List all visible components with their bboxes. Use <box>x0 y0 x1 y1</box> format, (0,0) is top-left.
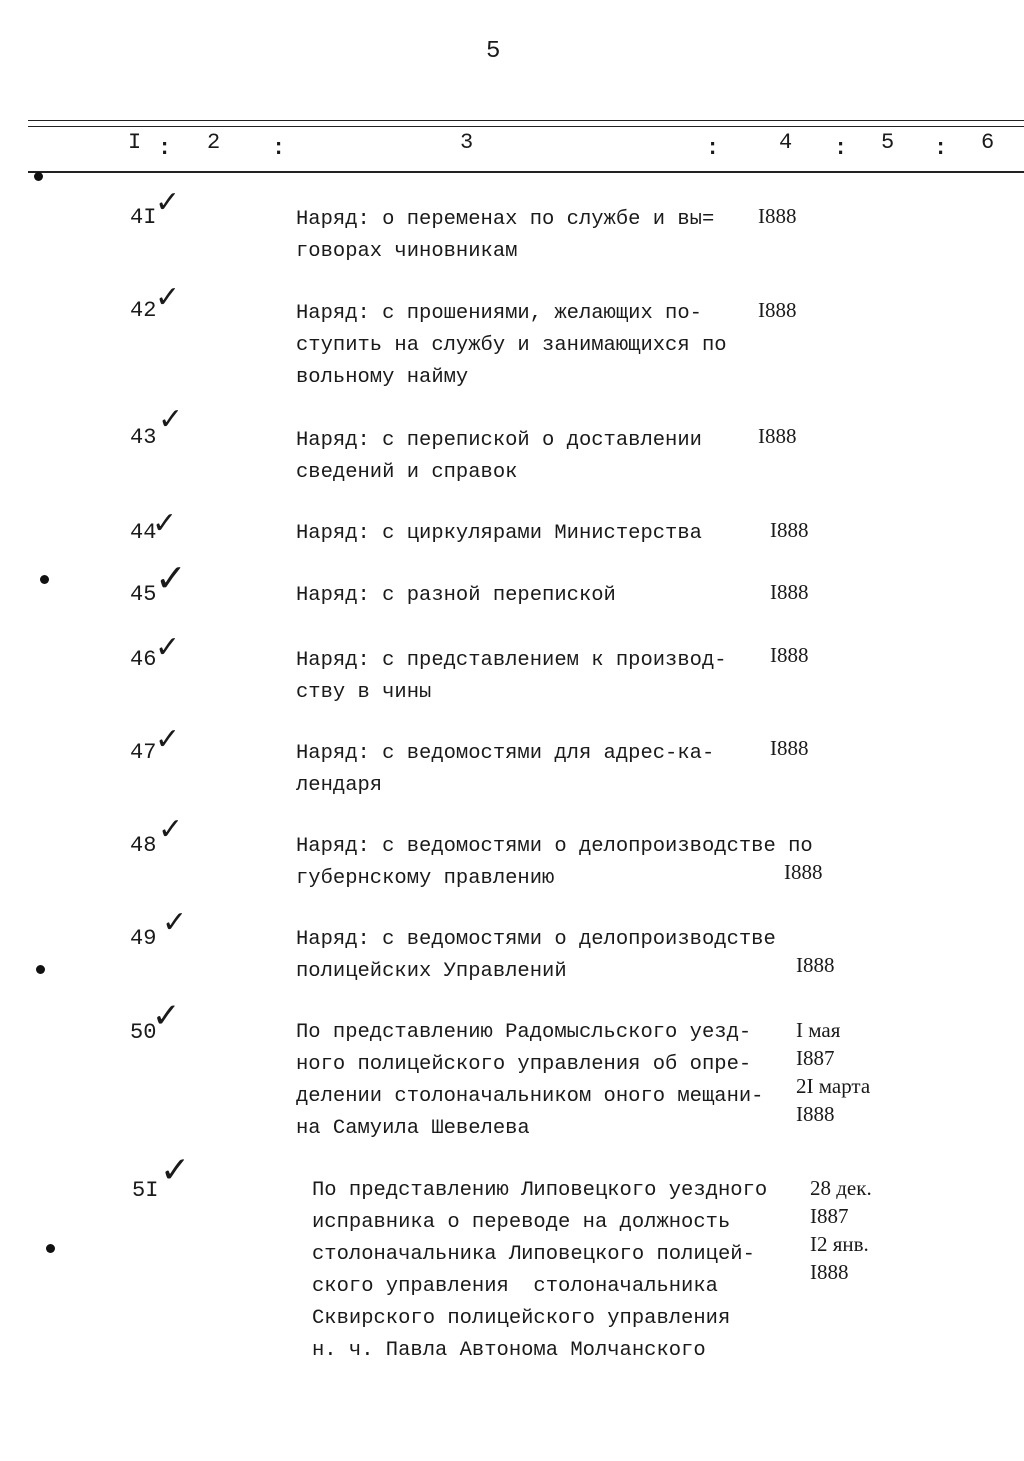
header-rule-bottom <box>28 171 1024 173</box>
header-rule-top-inner <box>28 126 1024 127</box>
entry-date: I888 <box>770 643 809 667</box>
punch-hole-mark <box>46 1244 55 1253</box>
entry-date: I888 <box>784 860 823 884</box>
checkmark-icon: ✓ <box>155 280 181 315</box>
entry-description: Наряд: с циркулярами Министерства <box>296 522 702 545</box>
column-header-1: I <box>128 130 142 155</box>
checkmark-icon: ✓ <box>162 905 188 940</box>
column-separator: : <box>158 136 172 161</box>
column-separator: : <box>934 136 948 161</box>
checkmark-icon: ✓ <box>155 630 181 665</box>
entry-date: I888 <box>758 298 797 322</box>
entry-date: I888 <box>796 953 835 977</box>
entry-description: Наряд: с разной перепиской <box>296 584 616 607</box>
column-header-6: 6 <box>981 130 995 155</box>
entry-date: I мая I887 2I марта I888 <box>796 1018 871 1126</box>
entry-number: 43 <box>130 425 157 450</box>
entry-number: 46 <box>130 647 157 672</box>
checkmark-icon: ✓ <box>155 556 187 600</box>
column-header-5: 5 <box>881 130 895 155</box>
punch-hole-mark <box>40 575 49 584</box>
entry-number: 45 <box>130 582 157 607</box>
entry-description: По представлению Липовецкого уездного исправника о переводе на должность столоначальника Липовецкого полицей- ского управления столоначальника Сквирского полицейского управления н. ч. Павла Автонома Молчанского <box>312 1179 768 1362</box>
entry-number: 48 <box>130 833 157 858</box>
entry-date: I888 <box>770 518 809 542</box>
entry-date: 28 дек. I887 I2 янв. I888 <box>810 1176 872 1284</box>
checkmark-icon: ✓ <box>155 185 181 220</box>
entry-number: 4I <box>130 205 157 230</box>
checkmark-icon: ✓ <box>155 722 181 757</box>
entry-description: Наряд: с прошениями, желающих по- ступить на службу и занимающихся по вольному найму <box>296 302 727 389</box>
entry-date: I888 <box>758 424 797 448</box>
column-header-3: 3 <box>460 130 474 155</box>
entry-number: 50 <box>130 1020 157 1045</box>
entry-date: I888 <box>758 204 797 228</box>
checkmark-icon: ✓ <box>152 996 181 1036</box>
entry-description: Наряд: с ведомостями для адрес-ка- лендаря <box>296 742 715 797</box>
entry-description: Наряд: о переменах по службе и вы= говорах чиновникам <box>296 208 715 263</box>
column-header-2: 2 <box>207 130 221 155</box>
entry-number: 49 <box>130 926 157 951</box>
entry-description: Наряд: с ведомостями о делопроизводстве полицейских Управлений <box>296 928 776 983</box>
punch-hole-mark <box>34 172 43 181</box>
entry-number: 47 <box>130 740 157 765</box>
punch-hole-mark <box>36 965 45 974</box>
entry-number: 5I <box>132 1178 159 1203</box>
column-separator: : <box>834 136 848 161</box>
checkmark-icon: ✓ <box>158 812 184 847</box>
entry-number: 42 <box>130 298 157 323</box>
entry-description: Наряд: с представлением к производ- ству в чины <box>296 649 727 704</box>
column-separator: : <box>272 136 286 161</box>
entry-description: Наряд: с перепиской о доставлении сведений и справок <box>296 429 702 484</box>
column-header-4: 4 <box>779 130 793 155</box>
header-rule-top <box>28 120 1024 121</box>
entry-date: I888 <box>770 580 809 604</box>
column-separator: : <box>706 136 720 161</box>
checkmark-icon: ✓ <box>152 506 178 541</box>
entry-description: По представлению Радомысльского уезд- ного полицейского управления об опре- делении столоначальником оного мещани- на Самуила Шевелева <box>296 1021 764 1140</box>
page-number: 5 <box>486 38 501 65</box>
entry-date: I888 <box>770 736 809 760</box>
checkmark-icon: ✓ <box>160 1150 191 1191</box>
checkmark-icon: ✓ <box>158 402 184 437</box>
entry-number: 44 <box>130 520 157 545</box>
entry-description: Наряд: с ведомостями о делопроизводстве по губернскому правлению <box>296 835 813 890</box>
